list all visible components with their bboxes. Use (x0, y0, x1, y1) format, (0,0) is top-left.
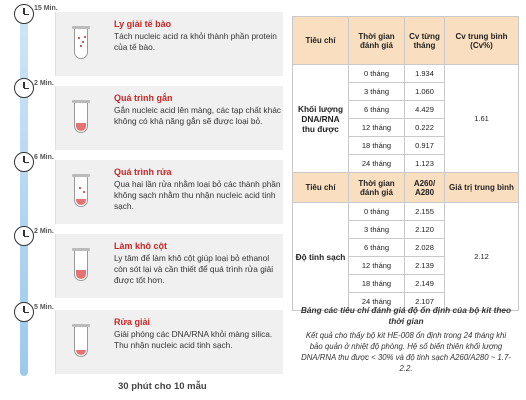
time-cell: 3 tháng (349, 221, 405, 239)
value-cell: 0.917 (405, 137, 445, 155)
stability-table-wrapper (292, 16, 518, 311)
tube-icon (56, 12, 106, 76)
step-time-label: 2 Min. (34, 228, 54, 235)
step-description: Gắn nucleic acid lên màng, các tạp chất khác không có khả năng gắn sẽ được loại bỏ. (114, 105, 281, 126)
table-note (300, 305, 512, 374)
tube-icon (56, 234, 106, 298)
time-cell: 12 tháng (349, 119, 405, 137)
value-cell: 2.107 (405, 293, 445, 311)
value-cell: 2.139 (405, 257, 445, 275)
criterion-cell: Khối lượng DNA/RNA thu được (293, 65, 349, 173)
value-cell: 2.120 (405, 221, 445, 239)
clock-icon (14, 4, 34, 24)
table-header-cell: A260/ A280 (405, 173, 445, 203)
step-title: Quá trình rửa (114, 167, 172, 177)
table-row (293, 65, 519, 83)
step-title: Ly giải tế bào (114, 19, 172, 29)
total-time-caption: 30 phút cho 10 mẫu (118, 381, 207, 392)
value-cell: 0.222 (405, 119, 445, 137)
table-header-cell: Giá trị trung bình (445, 173, 519, 203)
step-description: Ly tâm để làm khô cột giúp loại bỏ ethanol còn sót lại và cần thiết để quá trình rửa giải được tốt hơn. (114, 253, 274, 285)
criterion-cell: Độ tinh sạch (293, 203, 349, 311)
time-cell: 3 tháng (349, 83, 405, 101)
step-description: Tách nucleic acid ra khỏi thành phần protein của tế bào. (114, 31, 277, 52)
clock-icon (14, 152, 34, 172)
step-drying (55, 234, 283, 298)
value-cell: 2.149 (405, 275, 445, 293)
summary-cell: 2.12 (445, 203, 519, 311)
step-washing (55, 160, 283, 224)
table-header-cell: Tiêu chí (293, 173, 349, 203)
table-header-row (293, 173, 519, 203)
value-cell: 2.155 (405, 203, 445, 221)
stability-table (292, 16, 519, 311)
step-time-label: 5 Min. (34, 304, 54, 311)
tube-icon (56, 310, 106, 374)
time-cell: 6 tháng (349, 101, 405, 119)
table-header-cell: Thời gian đánh giá (349, 17, 405, 65)
table-caption: Bảng các tiêu chí đánh giá độ ổn định của bộ kit theo thời gian (300, 305, 512, 326)
clock-icon (14, 302, 34, 322)
value-cell: 1.060 (405, 83, 445, 101)
time-cell: 0 tháng (349, 65, 405, 83)
time-cell: 18 tháng (349, 137, 405, 155)
clock-icon (14, 78, 34, 98)
table-header-cell: Tiêu chí (293, 17, 349, 65)
table-header-cell: Thời gian đánh giá (349, 173, 405, 203)
value-cell: 1.123 (405, 155, 445, 173)
table-header-cell: Cv từng tháng (405, 17, 445, 65)
table-row (293, 203, 519, 221)
time-cell: 24 tháng (349, 155, 405, 173)
step-time-label: 6 Min. (34, 154, 54, 161)
step-time-label: 15 Min. (34, 5, 58, 12)
summary-cell: 1.61 (445, 65, 519, 173)
time-cell: 12 tháng (349, 257, 405, 275)
step-title: Làm khô cột (114, 241, 168, 251)
value-cell: 1.934 (405, 65, 445, 83)
step-elution (55, 310, 283, 374)
step-description: Qua hai lần rửa nhằm loại bỏ các thành phần không sạch nhằm thu nhận nucleic acid tinh sạch. (114, 179, 281, 211)
tube-icon (56, 86, 106, 150)
time-cell: 0 tháng (349, 203, 405, 221)
value-cell: 2.028 (405, 239, 445, 257)
step-time-label: 2 Min. (34, 80, 54, 87)
step-title: Quá trình gắn (114, 93, 173, 103)
tube-icon (56, 160, 106, 224)
table-header-row (293, 17, 519, 65)
table-conclusion: Kết quả cho thấy bộ kit HE-008 ổn định trong 24 tháng khi bảo quản ở nhiệt độ phòng. Hệ số biến thiên khối lượng DNA/RNA thu được < 30% và độ tinh sạch A260/A280 ~ 1.7-2.2. (301, 331, 511, 373)
step-cell-lysis (55, 12, 283, 76)
table-header-cell: Cv trung bình (Cv%) (445, 17, 519, 65)
time-cell: 18 tháng (349, 275, 405, 293)
step-description: Giải phóng các DNA/RNA khỏi màng silica. Thu nhận nucleic acid tinh sạch. (114, 329, 273, 350)
step-title: Rửa giải (114, 317, 151, 327)
step-binding (55, 86, 283, 150)
value-cell: 4.429 (405, 101, 445, 119)
time-cell: 6 tháng (349, 239, 405, 257)
clock-icon (14, 226, 34, 246)
time-cell: 24 tháng (349, 293, 405, 311)
